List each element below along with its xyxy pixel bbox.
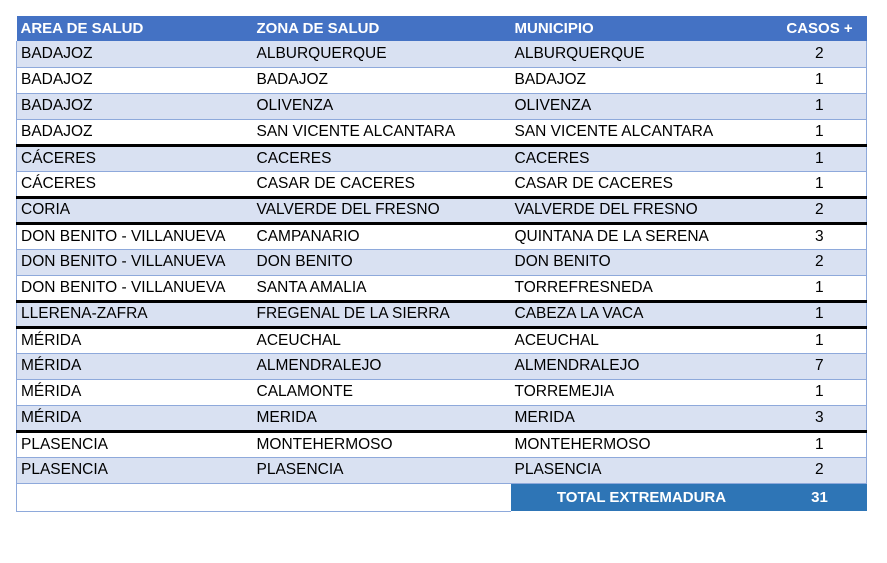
cell-casos: 2 (773, 249, 867, 275)
cell-municipio: DON BENITO (511, 249, 773, 275)
cell-area: CÁCERES (17, 145, 253, 171)
cell-municipio: MERIDA (511, 405, 773, 431)
cell-area: MÉRIDA (17, 379, 253, 405)
cell-zona: VALVERDE DEL FRESNO (253, 197, 511, 223)
cell-casos: 1 (773, 145, 867, 171)
cell-municipio: VALVERDE DEL FRESNO (511, 197, 773, 223)
cell-casos: 1 (773, 93, 867, 119)
cell-casos: 1 (773, 431, 867, 457)
table-row (17, 41, 867, 67)
table-row (17, 197, 867, 223)
table-row (17, 431, 867, 457)
cell-casos: 1 (773, 327, 867, 353)
cell-area: DON BENITO - VILLANUEVA (17, 249, 253, 275)
cell-municipio: CACERES (511, 145, 773, 171)
header-municipio: MUNICIPIO (514, 20, 594, 37)
cell-area: LLERENA-ZAFRA (17, 301, 253, 327)
table-row (17, 275, 867, 301)
total-row (17, 483, 867, 511)
cell-casos: 7 (773, 353, 867, 379)
cell-area: MÉRIDA (17, 405, 253, 431)
table-header-row (17, 16, 867, 41)
cell-area: BADAJOZ (17, 93, 253, 119)
cell-municipio: ACEUCHAL (511, 327, 773, 353)
cell-casos: 2 (773, 197, 867, 223)
cell-area: DON BENITO - VILLANUEVA (17, 223, 253, 249)
cell-municipio: QUINTANA DE LA SERENA (511, 223, 773, 249)
cell-area: MÉRIDA (17, 327, 253, 353)
table-row (17, 145, 867, 171)
total-label: TOTAL EXTREMADURA (511, 483, 773, 511)
total-value: 31 (773, 483, 867, 511)
cell-municipio: OLIVENZA (511, 93, 773, 119)
cell-municipio: TORREMEJIA (511, 379, 773, 405)
cell-casos: 1 (773, 275, 867, 301)
cell-zona: ALMENDRALEJO (253, 353, 511, 379)
cell-zona: ACEUCHAL (253, 327, 511, 353)
cell-municipio: ALMENDRALEJO (511, 353, 773, 379)
cell-casos: 1 (773, 119, 867, 145)
table-row (17, 405, 867, 431)
table-row (17, 327, 867, 353)
cell-municipio: SAN VICENTE ALCANTARA (511, 119, 773, 145)
cell-casos: 1 (773, 301, 867, 327)
header-zona: ZONA DE SALUD (256, 20, 380, 37)
cell-municipio: PLASENCIA (511, 457, 773, 483)
cell-zona: MERIDA (253, 405, 511, 431)
cell-zona: PLASENCIA (253, 457, 511, 483)
cell-municipio: MONTEHERMOSO (511, 431, 773, 457)
table-row (17, 457, 867, 483)
cell-municipio: ALBURQUERQUE (511, 41, 773, 67)
table-body (17, 41, 867, 483)
cell-area: CÁCERES (17, 171, 253, 197)
cases-table-container (16, 16, 866, 512)
cell-zona: FREGENAL DE LA SIERRA (253, 301, 511, 327)
cell-zona: SANTA AMALIA (253, 275, 511, 301)
cell-area: BADAJOZ (17, 119, 253, 145)
cell-municipio: BADAJOZ (511, 67, 773, 93)
cell-zona: CASAR DE CACERES (253, 171, 511, 197)
table-row (17, 67, 867, 93)
cell-casos: 3 (773, 223, 867, 249)
cell-casos: 1 (773, 379, 867, 405)
cell-zona: DON BENITO (253, 249, 511, 275)
cell-zona: ALBURQUERQUE (253, 41, 511, 67)
cell-casos: 1 (773, 171, 867, 197)
cell-zona: CALAMONTE (253, 379, 511, 405)
table-row (17, 301, 867, 327)
cell-zona: SAN VICENTE ALCANTARA (253, 119, 511, 145)
table-row (17, 119, 867, 145)
cell-municipio: CASAR DE CACERES (511, 171, 773, 197)
cell-zona: MONTEHERMOSO (253, 431, 511, 457)
cell-area: CORIA (17, 197, 253, 223)
cell-area: BADAJOZ (17, 67, 253, 93)
cell-area: PLASENCIA (17, 457, 253, 483)
cell-casos: 2 (773, 457, 867, 483)
total-row-blank (17, 483, 511, 511)
table-row (17, 223, 867, 249)
header-casos: CASOS + (786, 20, 853, 37)
cell-area: BADAJOZ (17, 41, 253, 67)
cell-zona: CAMPANARIO (253, 223, 511, 249)
cell-area: PLASENCIA (17, 431, 253, 457)
cell-zona: OLIVENZA (253, 93, 511, 119)
cell-casos: 2 (773, 41, 867, 67)
table-row (17, 249, 867, 275)
table-row (17, 379, 867, 405)
table-row (17, 171, 867, 197)
table-row (17, 93, 867, 119)
cell-casos: 3 (773, 405, 867, 431)
cell-zona: BADAJOZ (253, 67, 511, 93)
cell-casos: 1 (773, 67, 867, 93)
cell-area: DON BENITO - VILLANUEVA (17, 275, 253, 301)
header-area: AREA DE SALUD (20, 20, 144, 37)
cell-municipio: TORREFRESNEDA (511, 275, 773, 301)
cell-municipio: CABEZA LA VACA (511, 301, 773, 327)
table-row (17, 353, 867, 379)
cell-zona: CACERES (253, 145, 511, 171)
cell-area: MÉRIDA (17, 353, 253, 379)
cases-table (16, 16, 867, 512)
